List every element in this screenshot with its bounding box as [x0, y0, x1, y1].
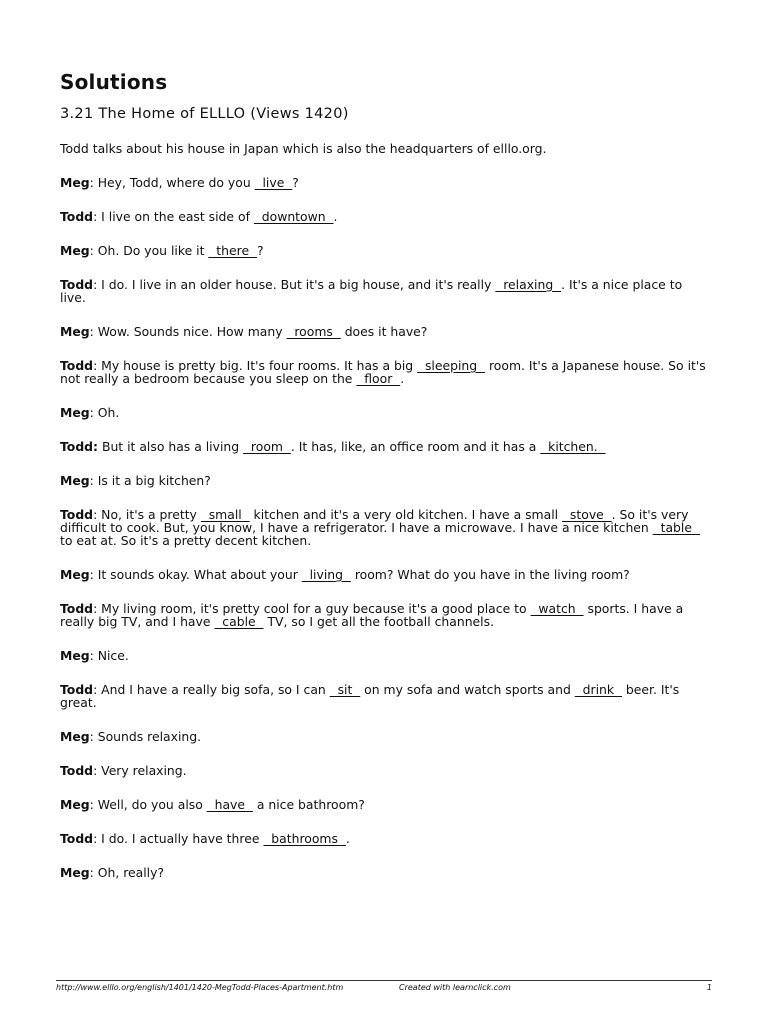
speaker-name: Todd: [60, 763, 94, 778]
dialogue-text: TV, so I get all the football channels.: [263, 614, 495, 629]
speaker-name: Meg: [60, 175, 90, 190]
footer-url: http://www.elllo.org/english/1401/1420-MegTodd-Places-Apartment.htm: [56, 983, 344, 992]
answer-blank: drink: [574, 682, 622, 697]
dialogue-text: : I do. I live in an older house. But it's a big house, and it's really: [93, 277, 496, 292]
answer-blank: watch: [530, 601, 584, 616]
page-subtitle: 3.21 The Home of ELLLO (Views 1420): [60, 106, 349, 122]
answer-blank: cable: [214, 614, 264, 629]
dialogue-text: .: [345, 831, 350, 846]
dialogue-line: [60, 602, 710, 628]
speaker-name: Todd: [60, 358, 94, 373]
dialogue-text: : Nice.: [89, 648, 129, 663]
dialogue-text: to eat at. So it's a pretty decent kitchen.: [60, 533, 312, 548]
dialogue-text: : My house is pretty big. It's four rooms. It has a big: [93, 358, 418, 373]
dialogue-text: : Is it a big kitchen?: [89, 473, 211, 488]
speaker-name: Todd: [60, 831, 94, 846]
dialogue-line: [60, 474, 710, 487]
answer-blank: sleeping: [417, 358, 486, 373]
speaker-name: Meg: [60, 405, 90, 420]
dialogue-line: [60, 176, 710, 189]
dialogue-line: [60, 866, 710, 879]
dialogue-text: : Sounds relaxing.: [89, 729, 202, 744]
dialogue-line: [60, 278, 710, 304]
page-title: Solutions: [60, 70, 168, 94]
dialogue-line: [60, 210, 710, 223]
dialogue-text: room? What do you have in the living room?: [350, 567, 630, 582]
intro-paragraph: Todd talks about his house in Japan which is also the headquarters of elllo.org.: [60, 141, 547, 156]
speaker-name: Meg: [60, 729, 90, 744]
dialogue-text: : Well, do you also: [89, 797, 207, 812]
dialogue-line: [60, 406, 710, 419]
dialogue-line: [60, 440, 710, 453]
answer-blank: stove: [562, 507, 612, 522]
dialogue-line: [60, 508, 710, 547]
document-body: [60, 70, 710, 900]
dialogue-text: : Very relaxing.: [93, 763, 187, 778]
answer-blank: floor: [356, 371, 401, 386]
speaker-name: Todd:: [60, 439, 99, 454]
dialogue-text: : Wow. Sounds nice. How many: [89, 324, 287, 339]
dialogue-text: sports. I have a really big TV, and I have: [60, 601, 684, 629]
dialogue-line: [60, 649, 710, 662]
dialogue-text: : I live on the east side of: [93, 209, 254, 224]
answer-blank: have: [206, 797, 253, 812]
answer-blank: living: [301, 567, 351, 582]
answer-blank: sit: [329, 682, 361, 697]
dialogue-text: : And I have a really big sofa, so I can: [93, 682, 330, 697]
dialogue-text: : Oh. Do you like it: [89, 243, 209, 258]
speaker-name: Meg: [60, 243, 90, 258]
speaker-name: Meg: [60, 797, 90, 812]
speaker-name: Todd: [60, 507, 94, 522]
dialogue-text: on my sofa and watch sports and: [360, 682, 575, 697]
dialogue-line: [60, 832, 710, 845]
dialogue-line: [60, 730, 710, 743]
answer-blank: live: [254, 175, 293, 190]
dialogue-text: : My living room, it's pretty cool for a guy because it's a good place to: [93, 601, 531, 616]
dialogue-text: : It sounds okay. What about your: [89, 567, 302, 582]
dialogue-text: does it have?: [340, 324, 428, 339]
dialogue-text: beer. It's great.: [60, 682, 680, 710]
dialogue-text: .: [333, 209, 338, 224]
dialogue-text: room. It's a Japanese house. So it's not really a bedroom because you sleep on the: [60, 358, 706, 386]
dialogue-line: [60, 683, 710, 709]
dialogue-text: : Hey, Todd, where do you: [89, 175, 255, 190]
answer-blank: small: [200, 507, 250, 522]
dialogue-text: ?: [292, 175, 299, 190]
dialogue-text: But it also has a living: [98, 439, 244, 454]
dialogue-text: .: [400, 371, 405, 386]
speaker-name: Todd: [60, 682, 94, 697]
page-number: 1: [706, 983, 712, 992]
answer-blank: downtown: [253, 209, 334, 224]
answer-blank: rooms: [286, 324, 341, 339]
dialogue-line: [60, 359, 710, 385]
answer-blank: room: [243, 439, 291, 454]
dialogue-text: . It's a nice place to live.: [60, 277, 683, 305]
dialogue-line: [60, 764, 710, 777]
dialogue-text: a nice bathroom?: [252, 797, 365, 812]
dialogue-text: : Oh, really?: [89, 865, 165, 880]
speaker-name: Meg: [60, 473, 90, 488]
speaker-name: Meg: [60, 324, 90, 339]
answer-blank: bathrooms: [263, 831, 346, 846]
dialogue-text: kitchen and it's a very old kitchen. I have a small: [249, 507, 563, 522]
dialogue-line: [60, 325, 710, 338]
dialogue-text: . So it's very difficult to cook. But, you know, I have a refrigerator. I have a microwave. I have a nice kitchen: [60, 507, 689, 535]
dialogue-line: [60, 798, 710, 811]
footer-credit: Created with learnclick.com: [399, 983, 511, 992]
speaker-name: Todd: [60, 277, 94, 292]
footer-divider: [56, 980, 712, 981]
speaker-name: Todd: [60, 209, 94, 224]
dialogue-text: : I do. I actually have three: [93, 831, 264, 846]
dialogue-text: ?: [256, 243, 264, 258]
dialogue: [60, 176, 710, 879]
answer-blank: there: [208, 243, 257, 258]
speaker-name: Meg: [60, 648, 90, 663]
answer-blank: relaxing: [495, 277, 562, 292]
dialogue-line: [60, 244, 710, 257]
speaker-name: Meg: [60, 865, 90, 880]
speaker-name: Todd: [60, 601, 94, 616]
answer-blank: kitchen.: [540, 439, 606, 454]
answer-blank: table: [652, 520, 700, 535]
dialogue-text: : Oh.: [89, 405, 120, 420]
dialogue-line: [60, 568, 710, 581]
speaker-name: Meg: [60, 567, 90, 582]
dialogue-text: . It has, like, an office room and it has a: [290, 439, 541, 454]
dialogue-text: : No, it's a pretty: [93, 507, 201, 522]
